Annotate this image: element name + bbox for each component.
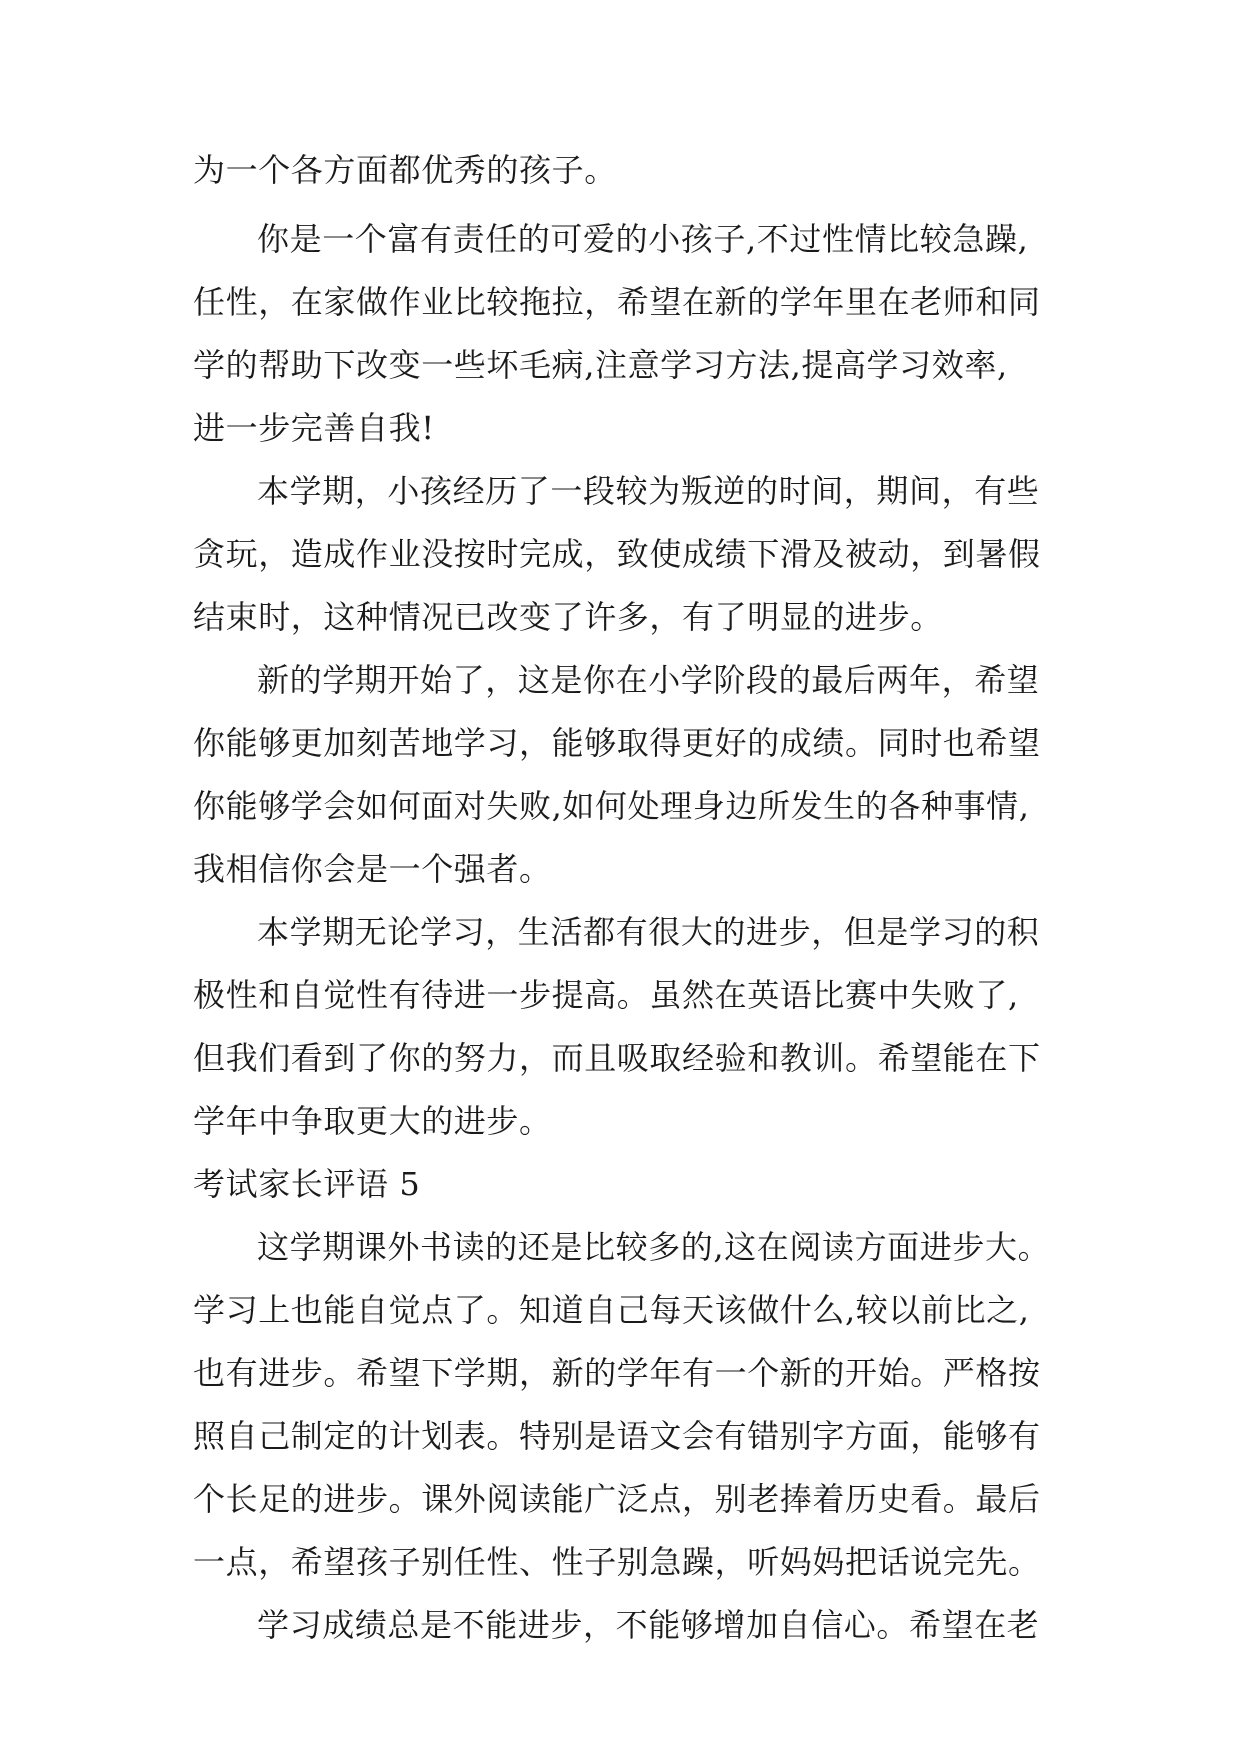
- text-line: 你能够学会如何面对失败,如何处理身边所发生的各种事情,: [193, 787, 1030, 825]
- paragraph-first-line: 本学期无论学习，生活都有很大的进步，但是学习的积: [257, 913, 1040, 951]
- text-line: 学的帮助下改变一些坏毛病,注意学习方法,提高学习效率,: [193, 346, 1008, 384]
- paragraph-first-line: 这学期课外书读的还是比较多的,这在阅读方面进步大。: [257, 1228, 1051, 1266]
- text-line: 也有进步。希望下学期，新的学年有一个新的开始。严格按: [193, 1354, 1041, 1392]
- text-line: 极性和自觉性有待进一步提高。虽然在英语比赛中失败了,: [193, 976, 1019, 1014]
- text-line: 学年中争取更大的进步。: [193, 1102, 552, 1140]
- text-line: 学习上也能自觉点了。知道自己每天该做什么,较以前比之,: [193, 1291, 1030, 1329]
- text-line: 你能够更加刻苦地学习，能够取得更好的成绩。同时也希望: [193, 724, 1041, 762]
- paragraph-first-line: 学习成绩总是不能进步，不能够增加自信心。希望在老: [257, 1606, 1040, 1644]
- text-line: 为一个各方面都优秀的孩子。: [193, 151, 617, 189]
- paragraph-first-line: 本学期，小孩经历了一段较为叛逆的时间，期间，有些: [257, 472, 1040, 510]
- text-line: 一点，希望孩子别任性、性子别急躁，听妈妈把话说完先。: [193, 1543, 1041, 1581]
- text-line: 结束时，这种情况已改变了许多，有了明显的进步。: [193, 598, 943, 636]
- section-heading: 考试家长评语 5: [193, 1165, 421, 1203]
- paragraph-first-line: 你是一个富有责任的可爱的小孩子,不过性情比较急躁,: [257, 220, 1029, 258]
- text-line: 个长足的进步。课外阅读能广泛点，别老捧着历史看。最后: [193, 1480, 1041, 1518]
- text-line: 我相信你会是一个强者。: [193, 850, 552, 888]
- paragraph-first-line: 新的学期开始了，这是你在小学阶段的最后两年，希望: [257, 661, 1040, 699]
- text-line: 贪玩，造成作业没按时完成，致使成绩下滑及被动，到暑假: [193, 535, 1041, 573]
- text-line: 任性，在家做作业比较拖拉，希望在新的学年里在老师和同: [193, 283, 1041, 321]
- text-line: 照自己制定的计划表。特别是语文会有错别字方面，能够有: [193, 1417, 1041, 1455]
- text-line: 进一步完善自我!: [193, 409, 435, 447]
- text-line: 但我们看到了你的努力，而且吸取经验和教训。希望能在下: [193, 1039, 1041, 1077]
